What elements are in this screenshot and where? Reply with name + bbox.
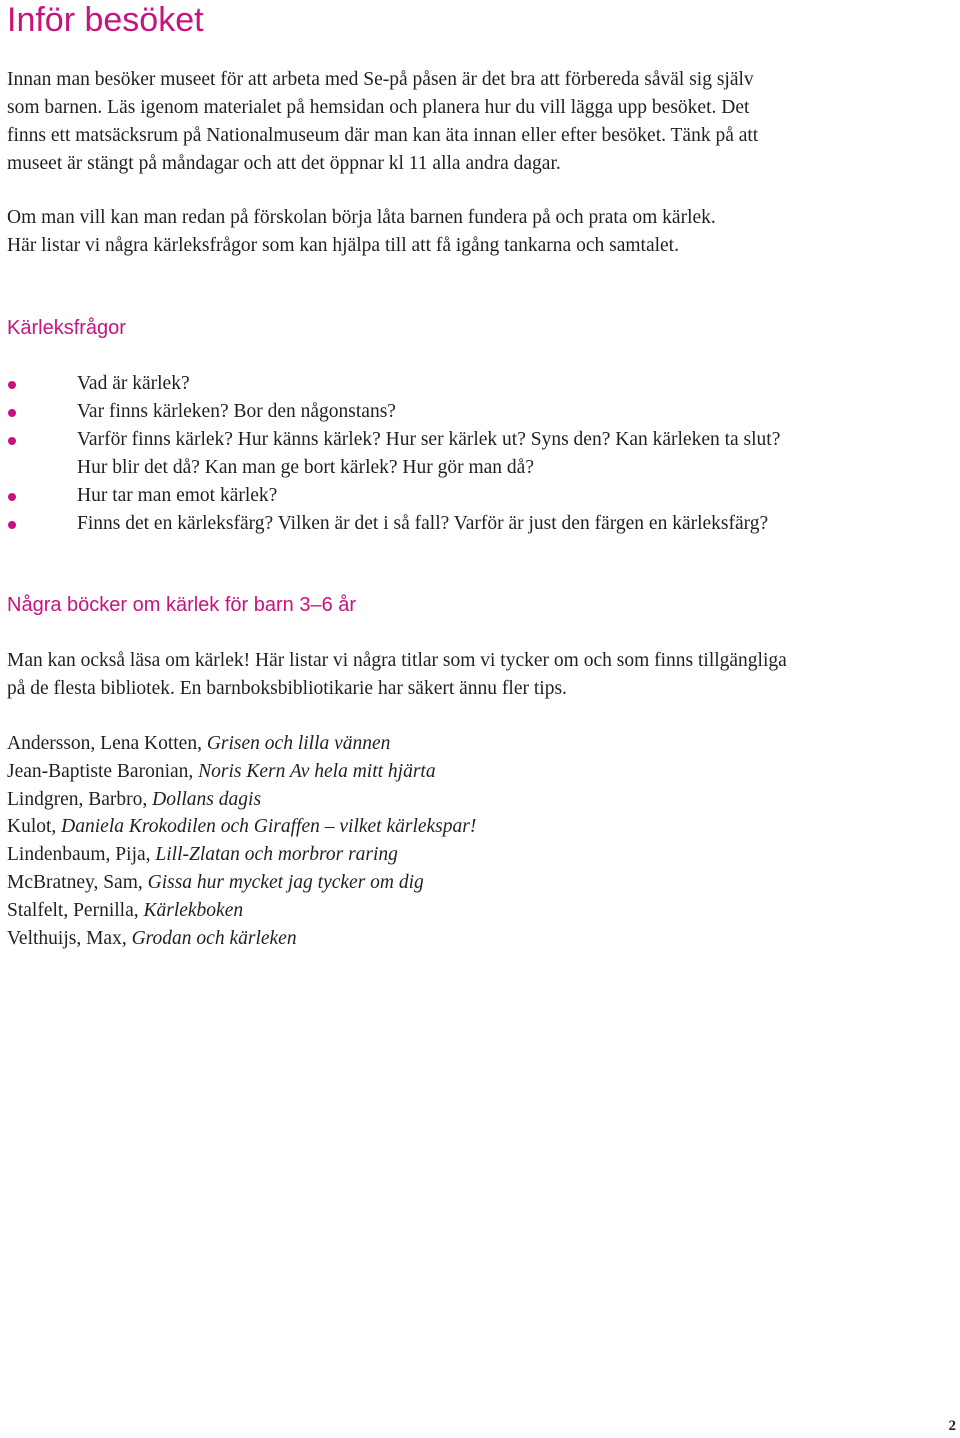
book-item xyxy=(7,897,476,925)
book-title: Dollans dagis xyxy=(152,788,262,810)
question-text: Var finns kärleken? Bor den någonstans? xyxy=(77,401,396,422)
list-item xyxy=(7,426,952,482)
list-item xyxy=(7,510,952,538)
list-item xyxy=(7,370,952,398)
bullet-icon xyxy=(8,409,16,417)
bullet-icon xyxy=(8,493,16,501)
intro-line: museet är stängt på måndagar och att det öppnar kl 11 alla andra dagar. xyxy=(7,153,561,174)
preschool-paragraph xyxy=(7,204,952,260)
book-item xyxy=(7,730,476,758)
book-item xyxy=(7,869,476,897)
book-author: McBratney, Sam, xyxy=(7,871,148,893)
book-item xyxy=(7,813,476,841)
book-author: Andersson, Lena Kotten, xyxy=(7,733,207,754)
question-text: Hur tar man emot kärlek? xyxy=(77,485,278,506)
list-item xyxy=(7,398,952,426)
book-title: Daniela Krokodilen och Giraffen – vilket kärlekspar! xyxy=(61,816,477,838)
intro-line: finns ett matsäcksrum på Nationalmuseum där man kan äta innan eller efter besöket. Tänk på att xyxy=(7,125,759,146)
book-title: Grisen och lilla vännen xyxy=(206,733,391,754)
question-text: Varför finns kärlek? Hur känns kärlek? Hur ser kärlek ut? Syns den? Kan kärleken ta slut? xyxy=(77,429,781,450)
book-item xyxy=(7,758,476,786)
book-title: Kärlekboken xyxy=(143,899,244,921)
page-number: 2 xyxy=(948,1418,956,1434)
book-title: Lill-Zlatan och morbror raring xyxy=(155,844,398,866)
book-item xyxy=(7,786,476,814)
book-author: Lindgren, Barbro, xyxy=(7,788,153,810)
book-title: Grodan och kärleken xyxy=(131,927,297,949)
book-item xyxy=(7,841,476,869)
book-author: Lindenbaum, Pija, xyxy=(7,844,156,866)
question-text: Hur blir det då? Kan man ge bort kärlek? Hur gör man då? xyxy=(77,457,534,478)
book-author: Jean-Baptiste Baronian, xyxy=(7,760,199,782)
preschool-line: Här listar vi några kärleksfrågor som kan hjälpa till att få igång tankarna och samtalet. xyxy=(7,235,679,256)
books-heading: Några böcker om kärlek för barn 3–6 år xyxy=(7,594,357,616)
books-intro-line: på de flesta bibliotek. En barnboksbibliotikarie har säkert ännu fler tips. xyxy=(7,678,567,699)
preschool-line: Om man vill kan man redan på förskolan börja låta barnen fundera på och prata om kärlek. xyxy=(7,207,716,228)
intro-line: Innan man besöker museet för att arbeta med Se-på påsen är det bra att förbereda såväl sig själv xyxy=(7,69,754,90)
question-text: Finns det en kärleksfärg? Vilken är det i så fall? Varför är just den färgen en kärleksfärg? xyxy=(77,513,769,534)
books-intro-paragraph xyxy=(7,647,952,703)
questions-heading: Kärleksfrågor xyxy=(7,317,126,339)
book-item xyxy=(7,925,476,953)
page-title: Inför besöket xyxy=(7,1,204,39)
book-title: Noris Kern Av hela mitt hjärta xyxy=(198,760,436,782)
book-title: Gissa hur mycket jag tycker om dig xyxy=(147,871,424,893)
bullet-icon xyxy=(8,437,16,445)
intro-paragraph xyxy=(7,66,952,178)
book-author: Stalfelt, Pernilla, xyxy=(7,899,144,921)
list-item xyxy=(7,482,952,510)
book-author: Velthuijs, Max, xyxy=(7,927,132,949)
intro-line: som barnen. Läs igenom materialet på hemsidan och planera hur du vill lägga upp besöket. Det xyxy=(7,97,750,118)
books-intro-line: Man kan också läsa om kärlek! Här listar vi några titlar som vi tycker om och som finns tillgängliga xyxy=(7,650,787,671)
questions-list xyxy=(7,370,952,538)
bullet-icon xyxy=(8,521,16,529)
book-author: Kulot, xyxy=(7,816,62,838)
book-list xyxy=(7,730,476,952)
bullet-icon xyxy=(8,381,16,389)
question-text: Vad är kärlek? xyxy=(77,373,190,394)
